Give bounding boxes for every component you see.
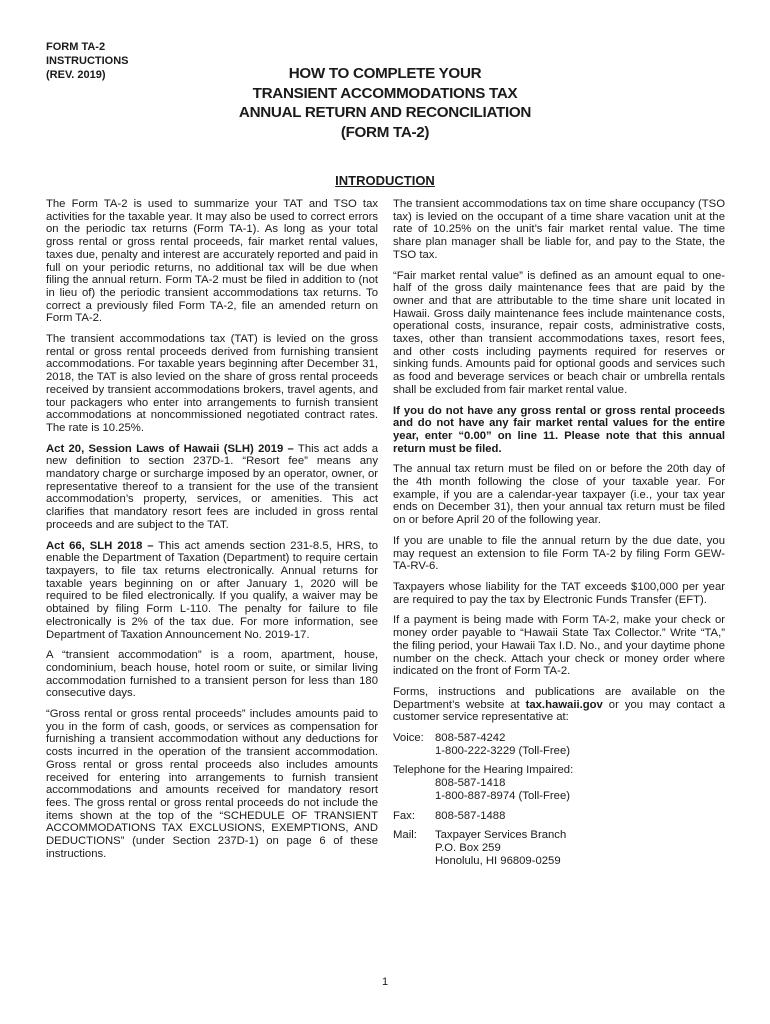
act-20-body: This act adds a new definition to section 237D-1. “Resort fee” means any mandatory charge or surcharge imposed by an operator, owner, or representative thereof to a transient for the use of the transient accommodation’s property, services, or amenities. This act clarifies that mandatory resort fees are included in gross rental proceeds and are subject to the TAT. — [46, 442, 378, 531]
paragraph-gross-rental: “Gross rental or gross rental proceeds” includes amounts paid to you in the form of cash, goods, or services as compensation for furnishing a transient accommodation without any deductions for costs incurred in the operation of the transient accommodation. Gross rental or gross rental proceeds also includes amounts received for entering into arrangements to furnish transient accommodations and amounts received for mandatory resort fees. The gross rental or gross rental proceeds do not include the items shown at the top of the “SCHEDULE OF TRANSIENT ACCOMMODATIONS TAX EXCLUSIONS, EXEMPTIONS, AND DEDUCTIONS” (under Section 237D-1) on page 6 of these instructions. — [46, 708, 378, 860]
voice-number: 808-587-4242 — [435, 732, 506, 745]
paragraph-payment: If a payment is being made with Form TA-2, make your check or money order payable to “Hawaii State Tax Collector.” Write “TA,” the filing period, your Hawaii Tax I.D. No., and your daytime phone number on the check. Attach your check or money order where indicated on the front of Form TA-2. — [393, 614, 725, 678]
mail-line: Honolulu, HI 96809-0259 — [435, 854, 561, 867]
left-column — [46, 198, 378, 868]
mail-line: P.O. Box 259 — [435, 841, 501, 854]
paragraph-tso-tax: The transient accommodations tax on time share occupancy (TSO tax) is levied on the occupant of a time share vacation unit at the rate of 10.25% on the unit’s fair market rental value. The time share plan manager shall be liable for, and pay to the State, the TSO tax. — [393, 198, 725, 261]
website-link[interactable]: tax.hawaii.gov — [525, 698, 603, 711]
hearing-number: 808-587-1418 — [435, 777, 506, 790]
paragraph-due-date: The annual tax return must be filed on or before the 20th day of the 4th month following the close of your taxable year. For example, if you are a calendar-year taxpayer (i.e., your tax year ends on December 31), then your annual tax return must be filed on or before April 20 of the following year. — [393, 463, 725, 527]
page-title — [170, 64, 600, 142]
paragraph-transient-accommodation: A “transient accommodation” is a room, apartment, house, condominium, beach house, hotel room or suite, or similar living accommodation furnished to a transient person for less than 180 consecutive days. — [46, 649, 378, 700]
title-line: HOW TO COMPLETE YOUR — [288, 65, 482, 82]
paragraph-act-20 — [46, 443, 378, 532]
title-line: (FORM TA-2) — [340, 123, 430, 141]
paragraph-form-ta2-purpose: The Form TA-2 is used to summarize your TAT and TSO tax activities for the taxable year. It may also be used to correct errors on the periodic tax returns (Form TA-1). As long as your total gross rental or gross rental proceeds, fair market rental values, taxes due, penalty and interest are accurately reported and paid in full on your periodic returns, no additional tax will be due when filing the annual return. Form TA-2 must be filed in addition to (not in lieu of) the periodic transient accommodations tax returns. To correct a previously filed Form TA-2, file an amended return on Form TA-2. — [46, 198, 378, 325]
hearing-label: Telephone for the Hearing Impaired: — [393, 764, 574, 777]
paragraph-extension: If you are unable to file the annual return by the due date, you may request an extension to file Form TA-2 by filing Form GEW-TA-RV-6. — [393, 534, 725, 573]
fax-label: Fax: — [393, 809, 415, 822]
paragraph-zero-return-note: If you do not have any gross rental or gross rental proceeds and do not have any fair market rental values for the entire year, enter “0.00” on line 11. Please note that this annual return must be filed. — [393, 404, 725, 455]
fax-number: 808-587-1488 — [435, 809, 506, 822]
form-id-line: INSTRUCTIONS — [46, 55, 129, 67]
paragraph-eft: Taxpayers whose liability for the TAT exceeds $100,000 per year are required to pay the tax by Electronic Funds Transfer (EFT). — [393, 580, 725, 606]
contact-fax — [393, 810, 725, 823]
voice-label: Voice: — [393, 732, 424, 745]
right-column — [393, 198, 725, 874]
title-line: ANNUAL RETURN AND RECONCILIATION — [238, 104, 532, 121]
mail-line: Taxpayer Services Branch — [435, 829, 567, 842]
paragraph-forms-website: Forms, instructions and publications are available on the Department’s website at tax.hawaii.gov or you may contact a customer service representative at: — [393, 685, 725, 724]
section-heading-introduction: INTRODUCTION — [335, 173, 435, 188]
act-20-lead: Act 20, Session Laws of Hawaii (SLH) 2019 – — [46, 442, 294, 455]
hearing-tollfree-number: 1-800-887-8974 (Toll-Free) — [435, 789, 570, 802]
form-id-line: (REV. 2019) — [46, 69, 106, 81]
act-66-body: This act amends section 231-8.5, HRS, to enable the Department of Taxation (Department) to require certain taxpayers, to file tax returns electronically. Annual returns for taxable years beginning on or after January 1, 2020 will be required to be filed electronically. If you qualify, a waiver may be obtained by filing Form L-110. The penalty for failure to file electronically is 2% of the tax due. For more information, see Department of Taxation Announcement No. 2019-17. — [46, 539, 378, 641]
mail-label: Mail: — [393, 829, 417, 842]
contact-voice — [393, 732, 725, 757]
paragraph-act-66 — [46, 540, 378, 642]
form-identifier — [46, 40, 129, 82]
contact-mail — [393, 829, 725, 867]
contact-hearing-impaired — [393, 764, 725, 802]
act-66-lead: Act 66, SLH 2018 – — [46, 539, 154, 552]
page-number: 1 — [381, 976, 389, 988]
paragraph-fair-market-rental: “Fair market rental value” is defined as an amount equal to one-half of the gross daily maintenance fees that are paid by the owner and that are attributable to the time share unit located in Hawaii. Gross daily maintenance fees include maintenance costs, operational costs, insurance, repair costs, administrative costs, taxes, other than transient accommodations taxes, resort fees, and other costs including payments required for reserves or sinking funds. Amounts paid for optional goods and services such as food and beverage services or beach chair or umbrella rentals shall be excluded from fair market rental value. — [393, 269, 725, 396]
title-line: TRANSIENT ACCOMMODATIONS TAX — [252, 84, 518, 102]
paragraph-tat-definition: The transient accommodations tax (TAT) is levied on the gross rental or gross rental proceeds derived from furnishing transient accommodations. For taxable years beginning after December 31, 2018, the TAT is also levied on the share of gross rental proceeds received by transient accommodations brokers, travel agents, and tour packagers who enter into arrangements to furnish transient accommodations at noncommissioned negotiated contract rates. The rate is 10.25%. — [46, 333, 378, 434]
form-id-line: FORM TA-2 — [46, 41, 106, 53]
voice-tollfree-number: 1-800-222-3229 (Toll-Free) — [435, 744, 570, 757]
